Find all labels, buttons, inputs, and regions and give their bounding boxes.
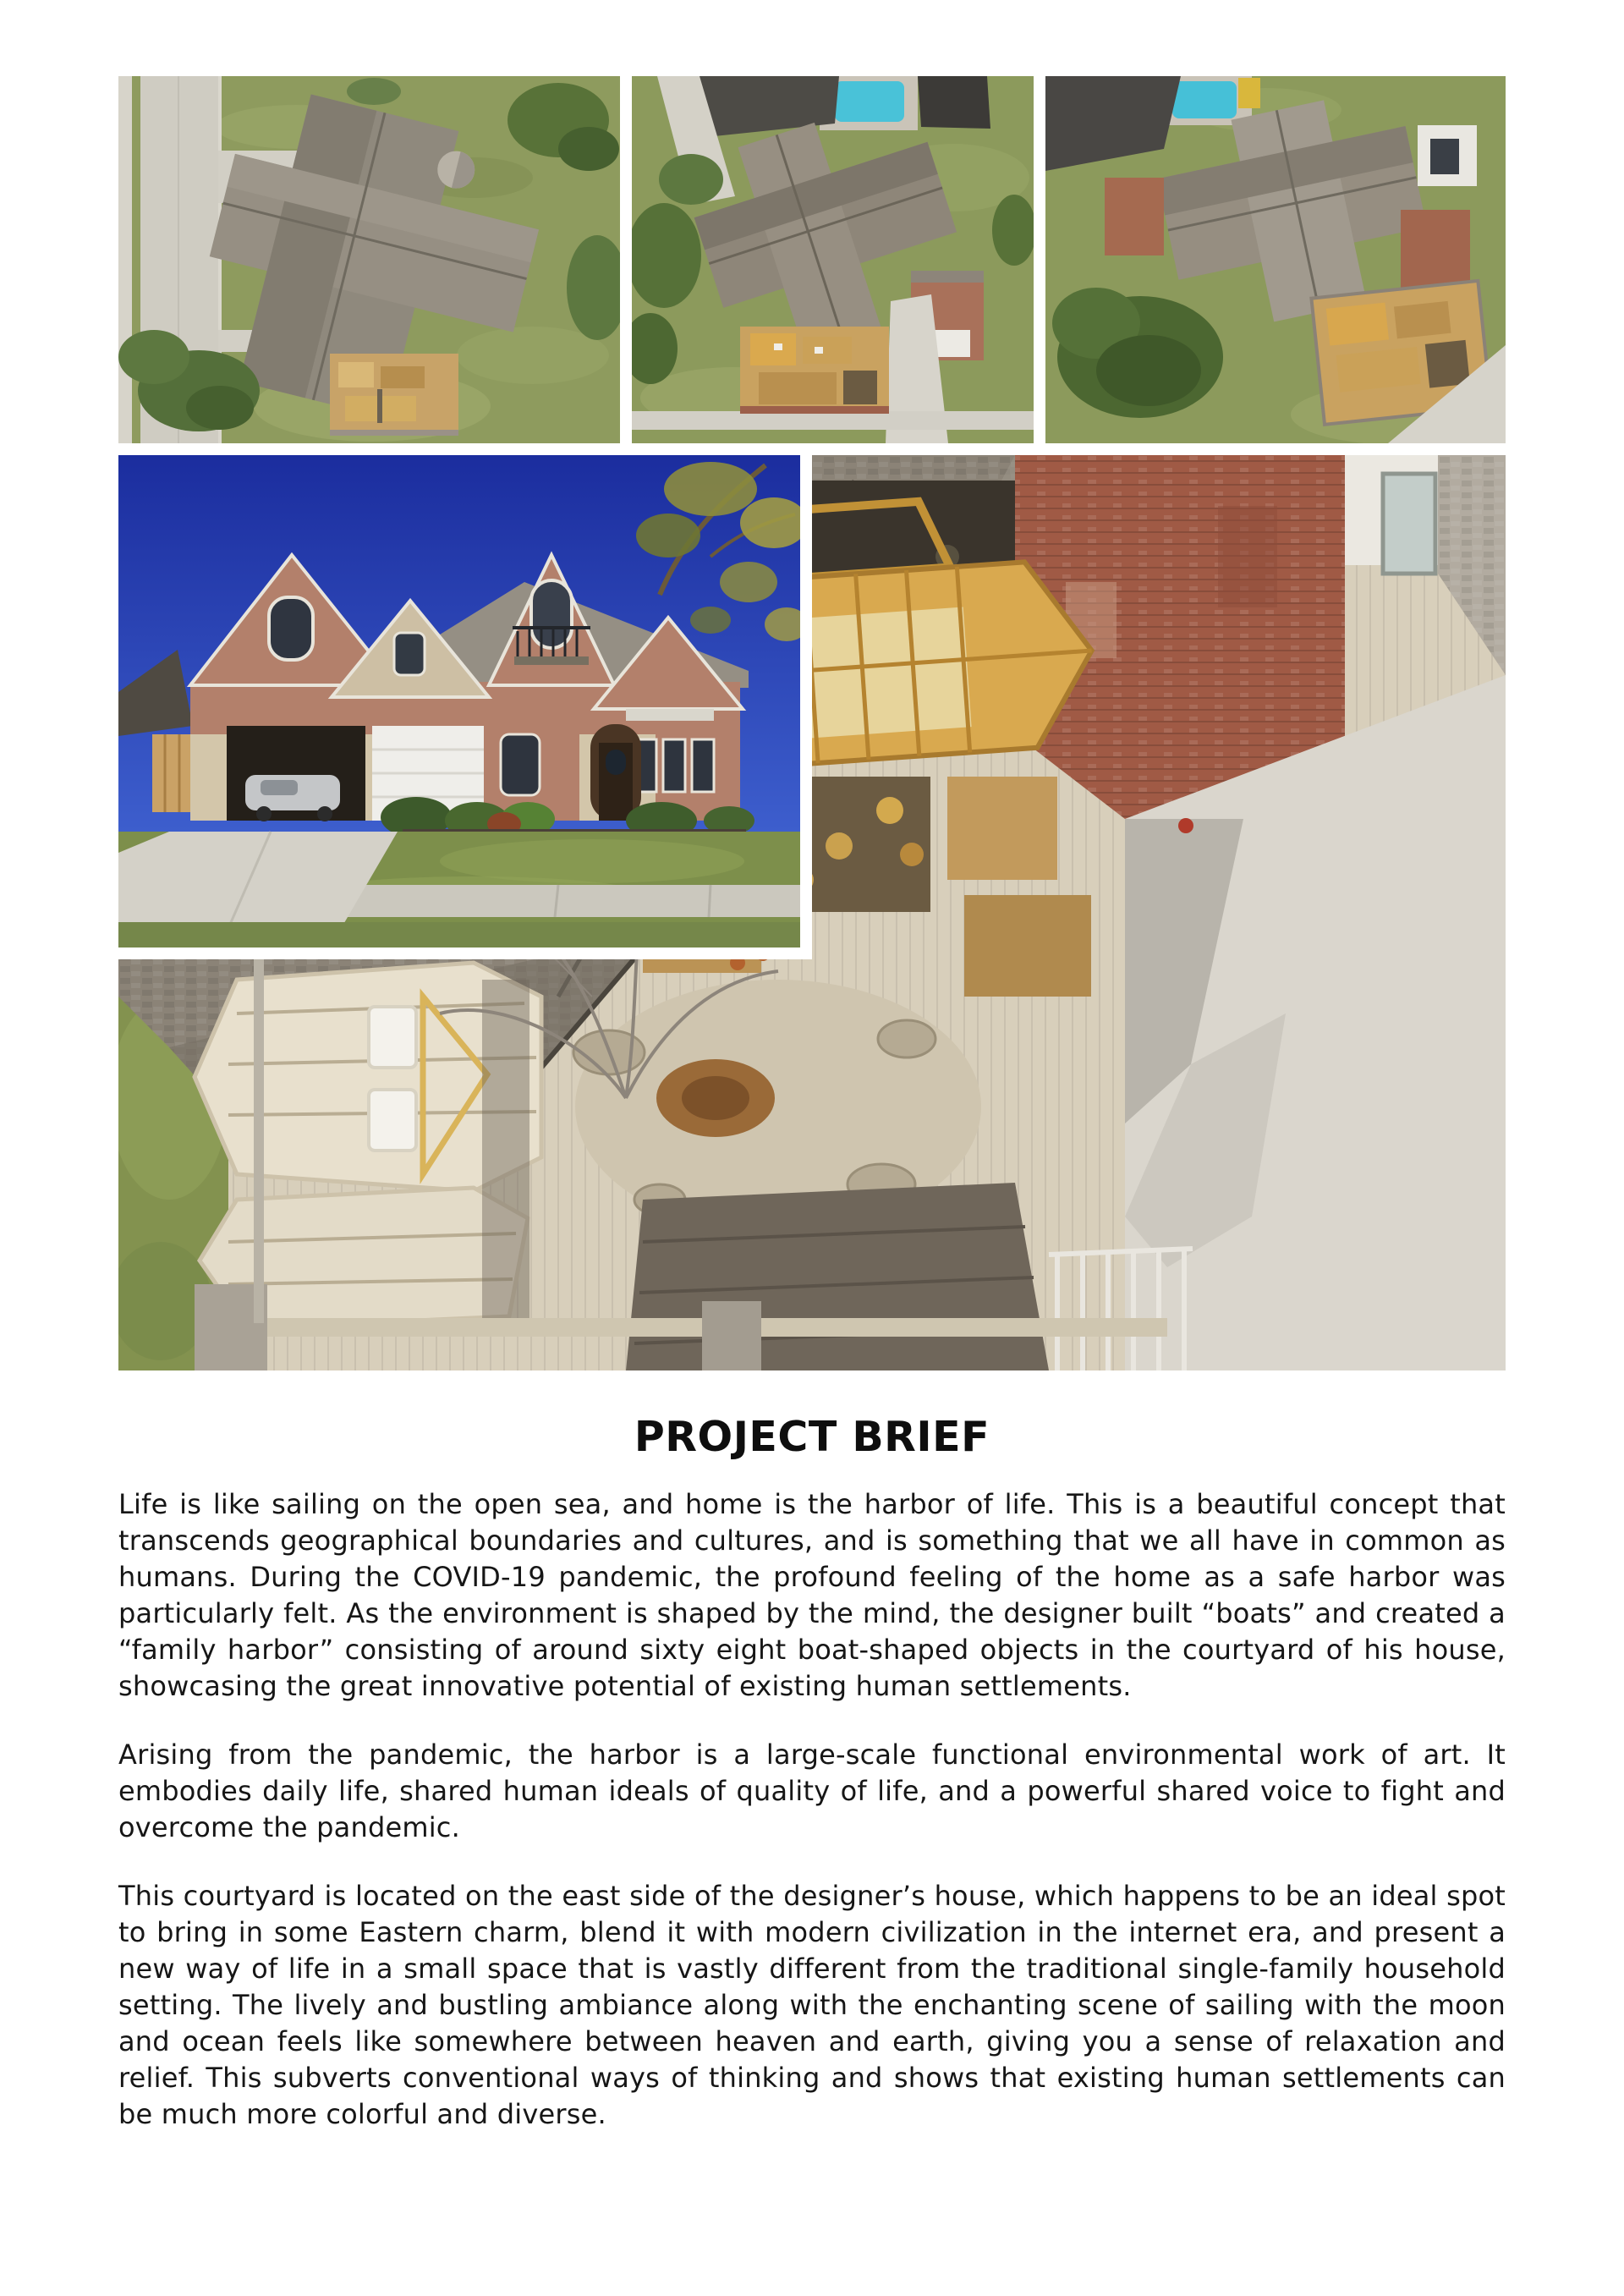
boat-courtyard [740, 327, 889, 414]
upstairs-window [1383, 474, 1435, 574]
aerial-photo-2 [632, 76, 1034, 443]
stone-pillar [702, 1301, 761, 1370]
front-elevation-art [118, 455, 800, 948]
swimming-pool [835, 81, 904, 122]
aerial-photo-1-art [118, 76, 620, 443]
front-elevation-photo [118, 455, 800, 948]
deck-rail [195, 1318, 1167, 1337]
brief-title: PROJECT BRIEF [634, 1413, 990, 1461]
aerial-photo-3-art [1045, 76, 1506, 443]
swimming-pool [1172, 81, 1237, 118]
aerial-photo-1 [118, 76, 620, 443]
aerial-photo-row [118, 76, 1506, 443]
sidewalk [118, 76, 132, 443]
sidewalk [632, 411, 1034, 430]
wood-pole [254, 959, 264, 1323]
brief-paragraph-2: Arising from the pandemic, the harbor is a large-scale functional environmental work of art. It embodies daily life, shared human ideals of quality of life, and a powerful shared voice to fight and overcome the pandemic. [118, 1738, 1506, 1843]
brief-body [118, 1486, 1506, 2133]
brief-paragraph-1: Life is like sailing on the open sea, and home is the harbor of life. This is a beautiful concept that transcends geographical boundaries and cultures, and is something that we all have in common as humans. During the COVID-19 pandemic, the profound feeling of the home as a safe harbor was particularly felt. As the environment is shaped by the mind, the designer built “boats” and created a “family harbor” consisting of around sixty eight boat-shaped objects in the courtyard of his house, showcasing the great innovative potential of existing human settlements. [118, 1488, 1506, 1702]
aerial-photo-3 [1045, 76, 1506, 443]
dark-deck [626, 1183, 1049, 1370]
aerial-photo-2-art [632, 76, 1034, 443]
pallet-boats [195, 963, 541, 1335]
front-photo-frame [118, 455, 812, 959]
courtyard-hero-block [118, 455, 1506, 1370]
brief-paragraph-3: This courtyard is located on the east side of the designer’s house, which happens to be an ideal spot to bring in some Eastern charm, blend it with modern civilization in the internet era, and present a new way of life in a small space that is vastly different from the traditional single-family household setting. The lively and bustling ambiance along with the enchanting scene of sailing with the moon and ocean feels like somewhere between heaven and earth, giving you a sense of relaxation and relief. This subverts conventional ways of thinking and shows that existing human settlements can be much more colorful and diverse. [118, 1880, 1506, 2130]
boat-courtyard [330, 354, 458, 436]
entry-door [590, 724, 641, 821]
